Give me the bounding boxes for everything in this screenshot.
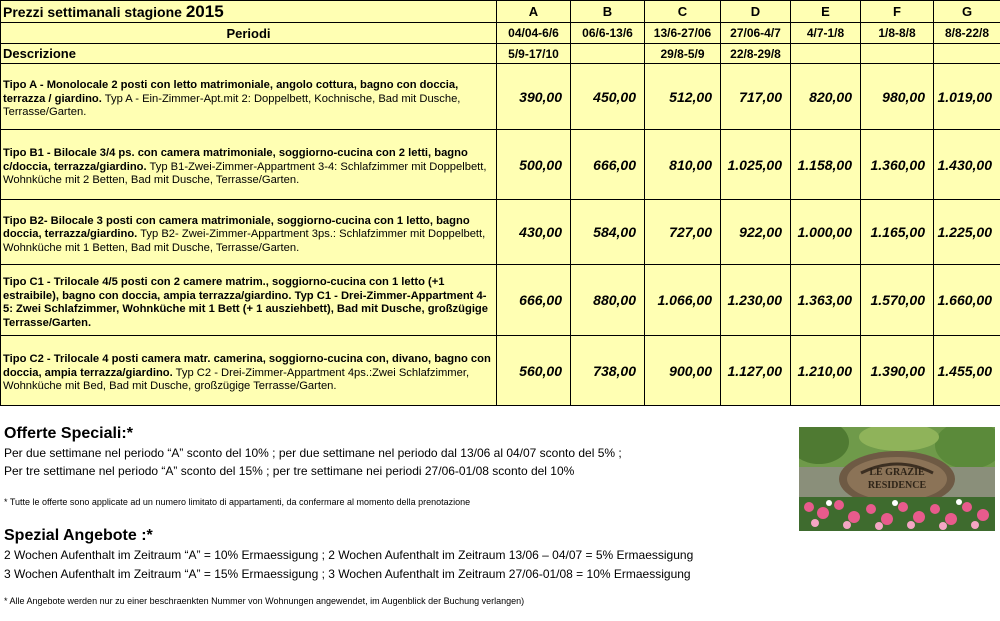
price-cell: 450,00 [571,64,645,130]
periodi-label: Periodi [1,23,497,44]
period-second: 29/8-5/9 [645,44,721,64]
description-bold: Tipo B2- Bilocale 3 posti con camera matrimoniale, soggiorno-cucina con 1 letto, bagno doccia, terrazza/giardino. [3,214,470,241]
price-cell: 666,00 [571,130,645,200]
price-cell: 1.158,00 [791,130,861,200]
description-bold: Tipo C2 - Trilocale 4 posti camera matr. camerina, soggiorno-cucina con, divano, bagno con doccia, ampia terrazza/giardino. [3,353,491,379]
apartment-description [1,200,497,265]
descrizione-label: Descrizione [1,44,497,64]
price-cell: 390,00 [497,64,571,130]
description-bold: Tipo B1 - Bilocale 3/4 ps. con camera matrimoniale, soggiorno-cucina con 2 letti, bagno c/doccia, terrazza/giardino. [3,147,468,173]
angebote-note: * Alle Angebote werden nur zu einer beschraenkten Nummer von Wohnungen angewendet, im Augenblick der Buchung verlangen) [4,596,525,606]
residence-photo [799,427,995,531]
table-title [1,1,497,23]
period-second [861,44,934,64]
price-cell: 1.570,00 [861,265,934,336]
angebote-line: 3 Wochen Aufenthalt im Zeitraum “A” = 15% Ermaessigung ; 3 Wochen Aufenthalt im Zeitraum 27/06-01/08 = 10% Ermaessigung [4,567,691,581]
price-cell: 500,00 [497,130,571,200]
price-cell: 666,00 [497,265,571,336]
period-start: 8/8-22/8 [934,23,1000,44]
column-letter: B [571,1,645,23]
period-start: 13/6-27/06 [645,23,721,44]
price-cell: 980,00 [861,64,934,130]
price-cell: 560,00 [497,336,571,406]
apartment-description [1,64,497,130]
price-cell: 1.225,00 [934,200,1000,265]
description-bold: Tipo A - Monolocale 2 posti con letto matrimoniale, angolo cottura, bagno con doccia, terrazza / giardino. [3,79,459,105]
price-cell: 1.066,00 [645,265,721,336]
price-cell: 430,00 [497,200,571,265]
offerte-title: Offerte Speciali:* [4,425,133,442]
price-cell: 1.230,00 [721,265,791,336]
price-cell: 820,00 [791,64,861,130]
column-letter: C [645,1,721,23]
table-row [1,130,1000,200]
price-cell: 880,00 [571,265,645,336]
period-start: 4/7-1/8 [791,23,861,44]
description-bold: Tipo C1 - Trilocale 4/5 posti con 2 camere matrim., soggiorno-cucina con 1 letto (+1 estraibile), bagno con doccia, ampia terrazza/giardino. Typ C1 - Drei-Zimmer-Appartment 4-5: Zwei Schlafzimmer, Wohnküche mit 1 Bett (+ 1 ausziehbett), Bad mit Dusche, großzügige Terrasse/Garten. [3,276,488,329]
period-second: 5/9-17/10 [497,44,571,64]
price-cell: 1.127,00 [721,336,791,406]
offerte-section [4,425,622,507]
price-cell: 922,00 [721,200,791,265]
price-cell: 1.025,00 [721,130,791,200]
price-cell: 1.455,00 [934,336,1000,406]
period-start: 27/06-4/7 [721,23,791,44]
price-cell: 1.360,00 [861,130,934,200]
table-row [1,200,1000,265]
offerte-line: Per due settimane nel periodo “A” sconto del 10% ; per due settimane nel periodo dal 13/06 al 04/07 sconto del 5% ; [4,446,622,460]
angebote-title: Spezial Angebote :* [4,527,153,544]
price-cell: 1.165,00 [861,200,934,265]
period-second [571,44,645,64]
price-cell: 1.210,00 [791,336,861,406]
period-start: 06/6-13/6 [571,23,645,44]
description-normal: Typ A - Ein-Zimmer-Apt.mit 2: Doppelbett, Kochnische, Bad mit Dusche, Terrasse/Garten. [3,92,461,119]
price-cell: 738,00 [571,336,645,406]
apartment-description [1,336,497,406]
description-normal: Typ B1-Zwei-Zimmer-Appartment 3-4: Schlafzimmer mit Doppelbett, Wohnküche mit 2 Betten, Bad mit Dusche, Terrasse/Garten. [3,160,487,187]
apartment-description [1,130,497,200]
sign-line-1: LE GRAZIE [869,467,925,478]
price-cell: 584,00 [571,200,645,265]
title-year: 2015 [185,1,224,21]
period-start: 1/8-8/8 [861,23,934,44]
description-normal: Typ C2 - Drei-Zimmer-Appartment 4ps.:Zwei Schlafzimmer, Wohnküche mit Bed, Bad mit Dusche, großzügige Terrasse/Garten. [3,366,470,393]
period-second [791,44,861,64]
price-cell: 717,00 [721,64,791,130]
period-second [934,44,1000,64]
offerte-note: * Tutte le offerte sono applicate ad un numero limitato di appartamenti, da confermare al momento della prenotazione [4,497,471,507]
price-cell: 1.000,00 [791,200,861,265]
sign-line-2: RESIDENCE [867,480,927,491]
description-normal: Typ B2- Zwei-Zimmer-Appartment 3ps.: Schlafzimmer mit Doppelbett, Wohnküche mit 1 Betten, Bad mit Dusche, Terrasse/Garten. [3,228,486,254]
price-cell: 1.019,00 [934,64,1000,130]
angebote-section [4,527,693,606]
table-row [1,265,1000,336]
column-letter: D [721,1,791,23]
column-letter: F [861,1,934,23]
price-cell: 512,00 [645,64,721,130]
price-cell: 1.660,00 [934,265,1000,336]
residence-sign-image [799,427,995,531]
column-letter: G [934,1,1000,23]
price-cell: 900,00 [645,336,721,406]
title-text: Prezzi settimanali stagione [3,3,182,20]
price-cell: 810,00 [645,130,721,200]
apartment-description [1,265,497,336]
angebote-line: 2 Wochen Aufenthalt im Zeitraum “A” = 10% Ermaessigung ; 2 Wochen Aufenthalt im Zeitraum 13/06 – 04/07 = 5% Ermaessigung [4,548,694,562]
price-cell: 1.363,00 [791,265,861,336]
column-letter: A [497,1,571,23]
price-cell: 727,00 [645,200,721,265]
price-cell: 1.390,00 [861,336,934,406]
period-start: 04/04-6/6 [497,23,571,44]
price-cell: 1.430,00 [934,130,1000,200]
period-second: 22/8-29/8 [721,44,791,64]
table-row [1,336,1000,406]
table-row [1,64,1000,130]
offerte-line: Per tre settimane nel periodo “A” sconto del 15% ; per tre settimane nei periodi 27/06-01/08 sconto del 10% [4,464,575,478]
column-letter: E [791,1,861,23]
